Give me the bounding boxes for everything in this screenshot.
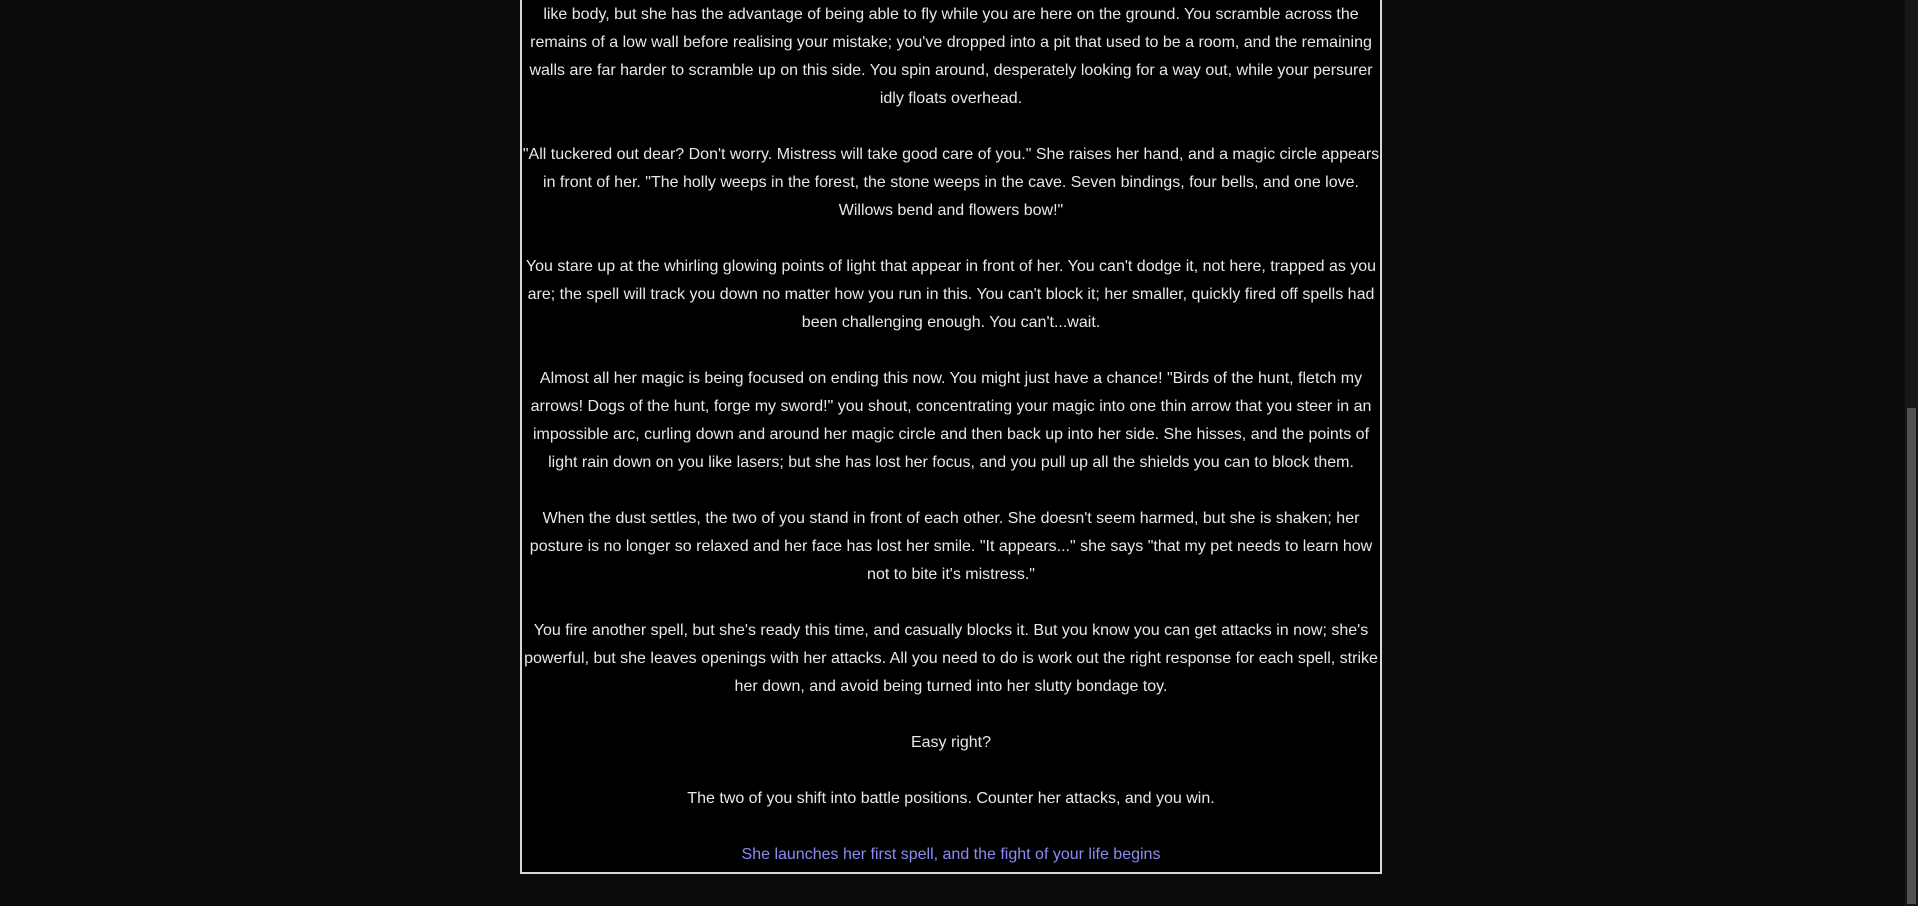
story-panel <box>520 0 1382 874</box>
vertical-scrollbar[interactable] <box>1905 0 1918 906</box>
story-paragraph-2: "All tuckered out dear? Don't worry. Mistress will take good care of you." She raises her hand, and a magic circle appears in front of her. "The holly weeps in the forest, the stone weeps in the cave. Seven bindings, four bells, and one love. Willows bend and flowers bow!" <box>522 146 1380 219</box>
story-paragraph-4: Almost all her magic is being focused on ending this now. You might just have a chance! "Birds of the hunt, fletch my arrows! Dogs of the hunt, forge my sword!" you shout, concentrating your magic into one thin arrow that you steer in an impossible arc, curling down and around her magic circle and then back up into her side. She hisses, and the points of light rain down on you like lasers; but she has lost her focus, and you pull up all the shields you can to block them. <box>530 370 1372 471</box>
story-text <box>522 0 1380 869</box>
story-paragraph-7: Easy right? <box>910 734 992 751</box>
story-paragraph-1: like body, but she has the advantage of being able to fly while you are here on the ground. You scramble across the remains of a low wall before realising your mistake; you've dropped into a pit that used to be a room, and the remaining walls are far harder to scramble up on this side. You spin around, desperately looking for a way out, while your persurer idly floats overhead. <box>529 6 1373 107</box>
scrollbar-thumb[interactable] <box>1907 408 1916 904</box>
continue-link[interactable]: She launches her first spell, and the fight of your life begins <box>741 846 1161 863</box>
story-paragraph-3: You stare up at the whirling glowing points of light that appear in front of her. You can't dodge it, not here, trapped as you are; the spell will track you down no matter how you run in this. You can't block it; her smaller, quickly fired off spells had been challenging enough. You can't...wait. <box>525 258 1377 331</box>
story-paragraph-6: You fire another spell, but she's ready this time, and casually blocks it. But you know you can get attacks in now; she's powerful, but she leaves openings with her attacks. All you need to do is work out the right response for each spell, strike her down, and avoid being turned into her slutty bondage toy. <box>524 622 1378 695</box>
story-paragraph-8: The two of you shift into battle positions. Counter her attacks, and you win. <box>687 790 1215 807</box>
story-paragraph-5: When the dust settles, the two of you stand in front of each other. She doesn't seem harmed, but she is shaken; her posture is no longer so relaxed and her face has lost her smile. "It appears..." she says "that my pet needs to learn how not to bite it's mistress." <box>529 510 1373 583</box>
continue-choice <box>522 841 1380 869</box>
